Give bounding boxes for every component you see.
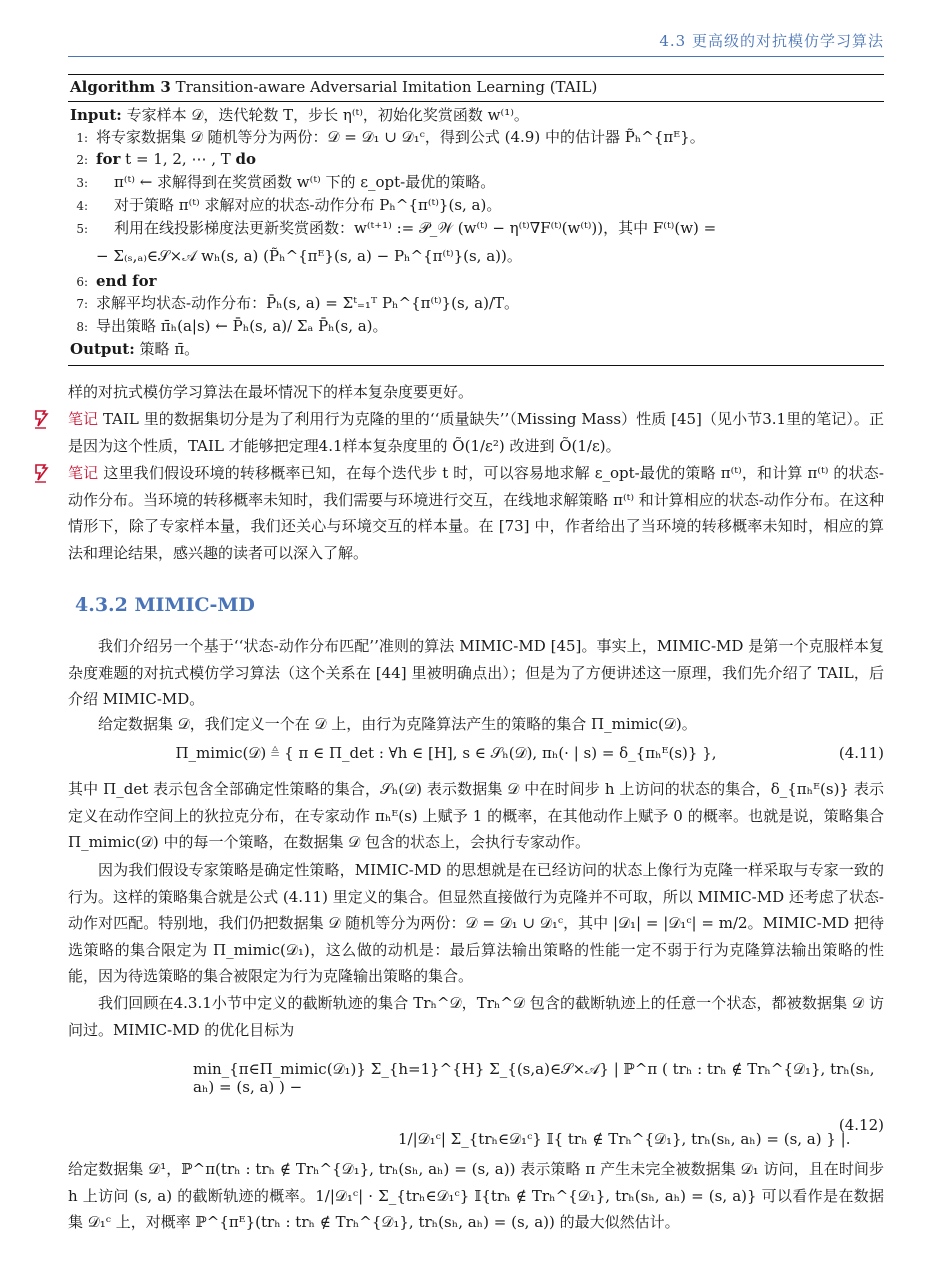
algo-label: Algorithm 3 — [70, 78, 171, 96]
algo-line-2 — [68, 149, 884, 172]
note-text: 这里我们假设环境的转移概率已知，在每个迭代步 t 时，可以容易地求解 ε_opt-最优的策略 π⁽ᵗ⁾，和计算 π⁽ᵗ⁾ 的状态-动作分布。当环境的转移概率未知时，我们需要与环境进行交互，在线地求解策略 π⁽ᵗ⁾ 和计算相应的状态-动作分布。在这种情形下，除了专家样本量，我们还关心与环境交互的样本量。在 [73] 中，作者给出了当环境的转移概率未知时，相应的算法和理论结果，感兴趣的读者可以深入了解。 — [68, 464, 884, 562]
algo-line-4 — [68, 195, 884, 218]
algorithm-box — [68, 74, 884, 366]
line-number: 7: — [76, 297, 88, 312]
paragraph-5: 我们回顾在4.3.1小节中定义的截断轨迹的集合 Trₕ^𝒟，Trₕ^𝒟 包含的截断轨迹上的任意一个状态，都被数据集 𝒟 访问过。MIMIC-MD 的优化目标为 — [68, 994, 884, 1039]
algo-bottom-rule — [68, 365, 884, 366]
algo-line-8 — [68, 316, 884, 339]
running-header: 4.3 更高级的对抗模仿学习算法 — [659, 32, 884, 50]
equation-4-12 — [68, 1060, 884, 1148]
section-title: 4.3.2 MIMIC-MD — [75, 594, 255, 616]
line-number: 6: — [76, 274, 88, 289]
line-text: − Σ₍ₛ,ₐ₎∈𝒮×𝒜 wₕ(s, a) (P̃ₕ^{πᴱ}(s, a) − Pₕ^{π⁽ᵗ⁾}(s, a))。 — [96, 246, 522, 265]
line-text: π⁽ᵗ⁾ ← 求解得到在奖赏函数 w⁽ᵗ⁾ 下的 ε_opt-最优的策略。 — [114, 173, 496, 192]
paragraph-continuation: 样的对抗式模仿学习算法在最坏情况下的样本复杂度要更好。 — [68, 383, 474, 401]
algo-line-6 — [68, 271, 884, 294]
note-text: TAIL 里的数据集切分是为了利用行为克隆的里的‘‘质量缺失’’（Missing Mass）性质 [45]（见小节3.1里的笔记）。正是因为这个性质，TAIL 才能够把定理4.1样本复杂度里的 Õ(1/ε²) 改进到 Õ(1/ε)。 — [68, 410, 884, 455]
line-number: 4: — [76, 198, 88, 213]
algo-output — [68, 339, 884, 361]
note-label: 笔记 — [68, 464, 99, 482]
line-text: 对于策略 π⁽ᵗ⁾ 求解对应的状态-动作分布 Pₕ^{π⁽ᵗ⁾}(s, a)。 — [114, 195, 502, 214]
line-number: 5: — [76, 221, 88, 236]
line-number: 1: — [76, 130, 88, 145]
paragraph-4: 因为我们假设专家策略是确定性策略，MIMIC-MD 的思想就是在已经访问的状态上像行为克隆一样采取与专家一致的行为。这样的策略集合就是公式 (4.11) 里定义的集合。但显然直接做行为克隆并不可取，所以 MIMIC-MD 还考虑了状态-动作对匹配。特别地，我们仍把数据集 𝒟 随机等分为两份：𝒟 = 𝒟₁ ∪ 𝒟₁ᶜ，其中 |𝒟₁| = |𝒟₁ᶜ| = m/2。MIMIC-MD 把待选策略的集合限定为 Π_mimic(𝒟₁)，这么做的动机是：最后算法输出策略的性能一定不弱于行为克隆算法输出策略的性能，因为待选策略的集合被限定为行为克隆输出策略的集合。 — [68, 861, 884, 985]
line-number: 2: — [76, 153, 88, 168]
algo-name: Transition-aware Adversarial Imitation Learning (TAIL) — [175, 78, 598, 96]
line-text: 利用在线投影梯度法更新奖赏函数：w⁽ᵗ⁺¹⁾ := 𝒫_𝒲 (w⁽ᵗ⁾ − η⁽ᵗ⁾∇F⁽ᵗ⁾(w⁽ᵗ⁾))，其中 F⁽ᵗ⁾(w) = — [114, 218, 717, 237]
paragraph-1: 我们介绍另一个基于‘‘状态-动作分布匹配’’准则的算法 MIMIC-MD [45]。事实上，MIMIC-MD 是第一个克服样本复杂度难题的对抗式模仿学习算法（这个关系在 [44] 里被明确点出）；但是为了方便讲述这一原理，我们先介绍了 TAIL，后介绍 MIMIC-MD。 — [68, 637, 884, 708]
algo-line-7 — [68, 293, 884, 316]
algo-line-5-cont — [68, 241, 884, 271]
algo-output-text: 策略 π̄。 — [139, 339, 200, 358]
line-number: 8: — [76, 320, 88, 335]
paragraph-2: 给定数据集 𝒟，我们定义一个在 𝒟 上，由行为克隆算法产生的策略的集合 Π_mimic(𝒟)。 — [98, 715, 697, 733]
equation-body: Π_mimic(𝒟) ≜ { π ∈ Π_det : ∀h ∈ [H], s ∈ 𝒮ₕ(𝒟), πₕ(· | s) = δ_{πₕᴱ(s)} }, — [175, 744, 717, 762]
note-label: 笔记 — [68, 410, 99, 428]
header-rule — [68, 56, 884, 57]
line-text: 将专家数据集 𝒟 随机等分为两份：𝒟 = 𝒟₁ ∪ 𝒟₁ᶜ，得到公式 (4.9) 中的估计器 P̃ₕ^{πᴱ}。 — [96, 127, 705, 146]
line-text: 导出策略 π̄ₕ(a|s) ← P̄ₕ(s, a)/ Σₐ P̄ₕ(s, a)。 — [96, 317, 388, 336]
algo-line-1 — [68, 127, 884, 150]
equation-line-2: 1/|𝒟₁ᶜ| Σ_{trₕ∈𝒟₁ᶜ} 𝕀{ trₕ ∉ Trₕ^{𝒟₁}, trₕ(sₕ, aₕ) = (s, a) } |. — [398, 1130, 851, 1148]
algo-input — [68, 105, 884, 127]
algo-title — [68, 75, 884, 101]
algo-input-label: Input: — [70, 105, 122, 124]
note-2 — [68, 460, 884, 566]
keyword-for: for — [96, 150, 121, 169]
equation-number: (4.12) — [838, 1116, 884, 1134]
equation-line-1: min_{π∈Π_mimic(𝒟₁)} Σ_{h=1}^{H} Σ_{(s,a)∈𝒮×𝒜} | ℙ^π ( trₕ : trₕ ∉ Trₕ^{𝒟₁}, trₕ(sₕ, aₕ) = (s, a) ) − — [193, 1060, 875, 1096]
note-pen-icon — [32, 462, 50, 484]
keyword-do: do — [235, 150, 257, 169]
algo-line-3 — [68, 172, 884, 195]
note-1 — [68, 406, 884, 459]
algo-title-rule — [68, 101, 884, 102]
algo-line-5 — [68, 218, 884, 241]
line-text: t = 1, 2, ⋯ , T — [125, 150, 231, 169]
line-number: 3: — [76, 176, 88, 191]
equation-number: (4.11) — [838, 744, 884, 762]
paragraph-6: 给定数据集 𝒟¹，ℙ^π(trₕ : trₕ ∉ Trₕ^{𝒟₁}, trₕ(sₕ, aₕ) = (s, a)) 表示策略 π 产生未完全被数据集 𝒟₁ 访问，且在时间步 h 上访问 (s, a) 的截断轨迹的概率。1/|𝒟₁ᶜ| · Σ_{trₕ∈𝒟₁ᶜ} 𝕀{trₕ ∉ Trₕ^{𝒟₁}, trₕ(sₕ, aₕ) = (s, a)} 可以看作是在数据集 𝒟₁ᶜ 上，对概率 ℙ^{πᴱ}(trₕ : trₕ ∉ Trₕ^{𝒟₁}, trₕ(sₕ, aₕ) = (s, a)) 的最大似然估计。 — [68, 1160, 884, 1231]
line-text: 求解平均状态-动作分布：P̄ₕ(s, a) = Σᵗ₌₁ᵀ Pₕ^{π⁽ᵗ⁾}(s, a)/T。 — [96, 294, 520, 313]
note-pen-icon — [32, 408, 50, 430]
paragraph-3: 其中 Π_det 表示包含全部确定性策略的集合，𝒮ₕ(𝒟) 表示数据集 𝒟 中在时间步 h 上访问的状态的集合，δ_{πₕᴱ(s)} 表示定义在动作空间上的狄拉克分布，在专家动作 πₕᴱ(s) 上赋予 1 的概率，在其他动作上赋予 0 的概率。也就是说，策略集合 Π_mimic(𝒟) 中的每一个策略，在数据集 𝒟 包含的状态上，会执行专家动作。 — [68, 780, 884, 851]
equation-4-11 — [68, 744, 884, 762]
algo-input-text: 专家样本 𝒟，迭代轮数 T，步长 η⁽ᵗ⁾，初始化奖赏函数 w⁽¹⁾。 — [126, 105, 529, 124]
keyword-end-for: end for — [96, 271, 157, 290]
algo-output-label: Output: — [70, 339, 135, 358]
